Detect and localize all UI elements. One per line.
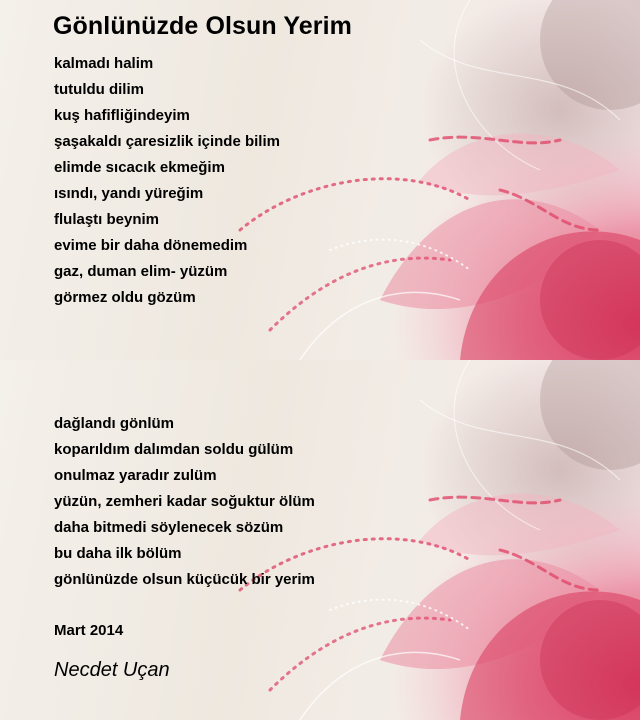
poem-line: bu daha ilk bölüm bbox=[54, 545, 182, 562]
poem-line: yüzün, zemheri kadar soğuktur ölüm bbox=[54, 493, 315, 510]
poem-date: Mart 2014 bbox=[54, 622, 124, 639]
poem-line: koparıldım dalımdan soldu gülüm bbox=[54, 441, 294, 458]
poem-author: Necdet Uçan bbox=[54, 659, 170, 681]
poem-line: görmez oldu gözüm bbox=[54, 289, 196, 306]
poem-line: gaz, duman elim- yüzüm bbox=[54, 263, 228, 280]
poem-line: kuş hafifliğindeyim bbox=[54, 107, 190, 124]
poem-line: gönlünüzde olsun küçücük bir yerim bbox=[54, 571, 315, 588]
poem-line: evime bir daha dönemedim bbox=[54, 237, 248, 254]
poem-line: dağlandı gönlüm bbox=[54, 415, 174, 432]
poem-line: elimde sıcacık ekmeğim bbox=[54, 159, 225, 176]
stanza-2 bbox=[54, 411, 315, 593]
poem-line: ısındı, yandı yüreğim bbox=[54, 185, 204, 202]
poem-line: daha bitmedi söylenecek sözüm bbox=[54, 519, 284, 536]
poem-title: Gönlünüzde Olsun Yerim bbox=[53, 12, 353, 40]
poem-line: şaşakaldı çaresizlik içinde bilim bbox=[54, 133, 280, 150]
poem-line: onulmaz yaradır zulüm bbox=[54, 467, 217, 484]
poem-line: kalmadı halim bbox=[54, 55, 154, 72]
stanza-1 bbox=[54, 51, 280, 311]
poem-line: flulaştı beynim bbox=[54, 211, 160, 228]
poem-line: tutuldu dilim bbox=[54, 81, 144, 98]
